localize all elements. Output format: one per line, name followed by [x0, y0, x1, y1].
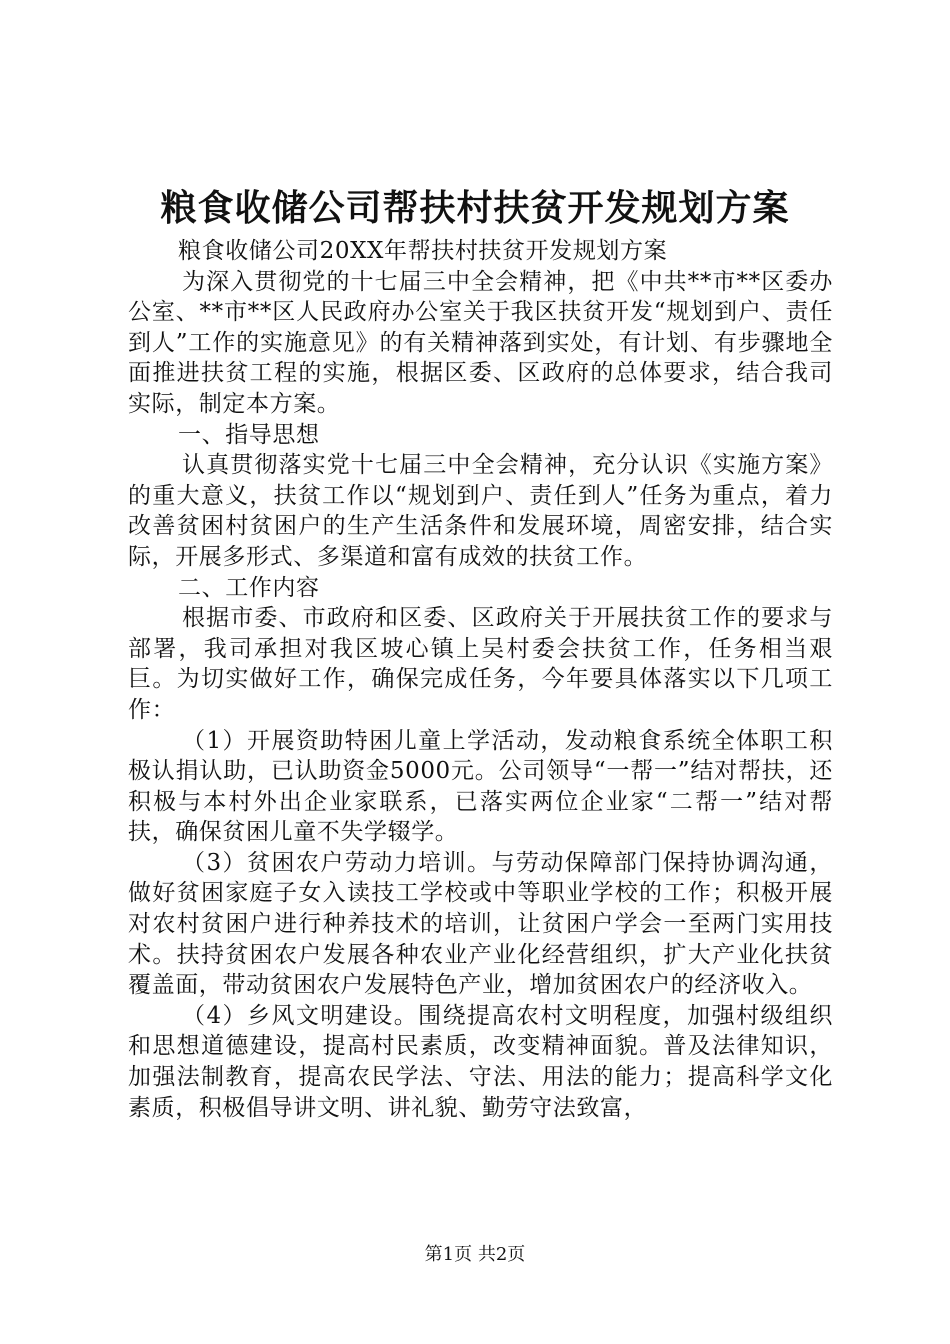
work-content-paragraph: 根据市委、市政府和区委、区政府关于开展扶贫工作的要求与部署，我司承担对我区坡心镇上吴村委会扶贫工作，任务相当艰巨。为切实做好工作，确保完成任务，今年要具体落实以下几项工作：	[128, 605, 833, 723]
document-title: 粮食收储公司帮扶村扶贫开发规划方案	[160, 188, 790, 229]
section-heading-work-content: 二、工作内容	[178, 574, 320, 601]
subtitle-paragraph: 粮食收储公司20XX年帮扶村扶贫开发规划方案	[178, 238, 668, 264]
document-body	[128, 236, 833, 1123]
item-3-paragraph: （3）贫困农户劳动力培训。与劳动保障部门保持协调沟通，做好贫困家庭子女入读技工学校或中等职业学校的工作；积极开展对农村贫困户进行种养技术的培训，让贫困户学会一至两门实用技术。扶持贫困农户发展各种农业产业化经营组织，扩大产业化扶贫覆盖面，带动贫困农户发展特色产业，增加贫困农户的经济收入。	[128, 849, 833, 999]
guiding-thought-paragraph: 认真贯彻落实党十七届三中全会精神，充分认识《实施方案》的重大意义，扶贫工作以“规划到户、责任到人”任务为重点，着力改善贫困村贫困户的生产生活条件和发展环境，周密安排，结合实际，开展多形式、多渠道和富有成效的扶贫工作。	[128, 452, 833, 570]
intro-paragraph: 为深入贯彻党的十七届三中全会精神，把《中共**市**区委办公室、**市**区人民政府办公室关于我区扶贫开发“规划到户、责任到人”工作的实施意见》的有关精神落到实处，有计划、有步骤地全面推进扶贫工程的实施，根据区委、区政府的总体要求，结合我司实际，制定本方案。	[128, 268, 833, 417]
section-heading-guiding-thought: 一、指导思想	[178, 421, 320, 448]
item-4-paragraph: （4）乡风文明建设。围绕提高农村文明程度，加强村级组织和思想道德建设，提高村民素质，改变精神面貌。普及法律知识，加强法制教育，提高农民学法、守法、用法的能力；提高科学文化素质，积极倡导讲文明、讲礼貌、勤劳守法致富，	[128, 1002, 833, 1121]
item-1-paragraph: （1）开展资助特困儿童上学活动，发动粮食系统全体职工积极认捐认助，已认助资金5000元。公司领导“一帮一”结对帮扶，还积极与本村外出企业家联系，已落实两位企业家“二帮一”结对帮扶，确保贫困儿童不失学辍学。	[128, 727, 833, 846]
page-footer: 第1页 共2页	[424, 1244, 526, 1265]
